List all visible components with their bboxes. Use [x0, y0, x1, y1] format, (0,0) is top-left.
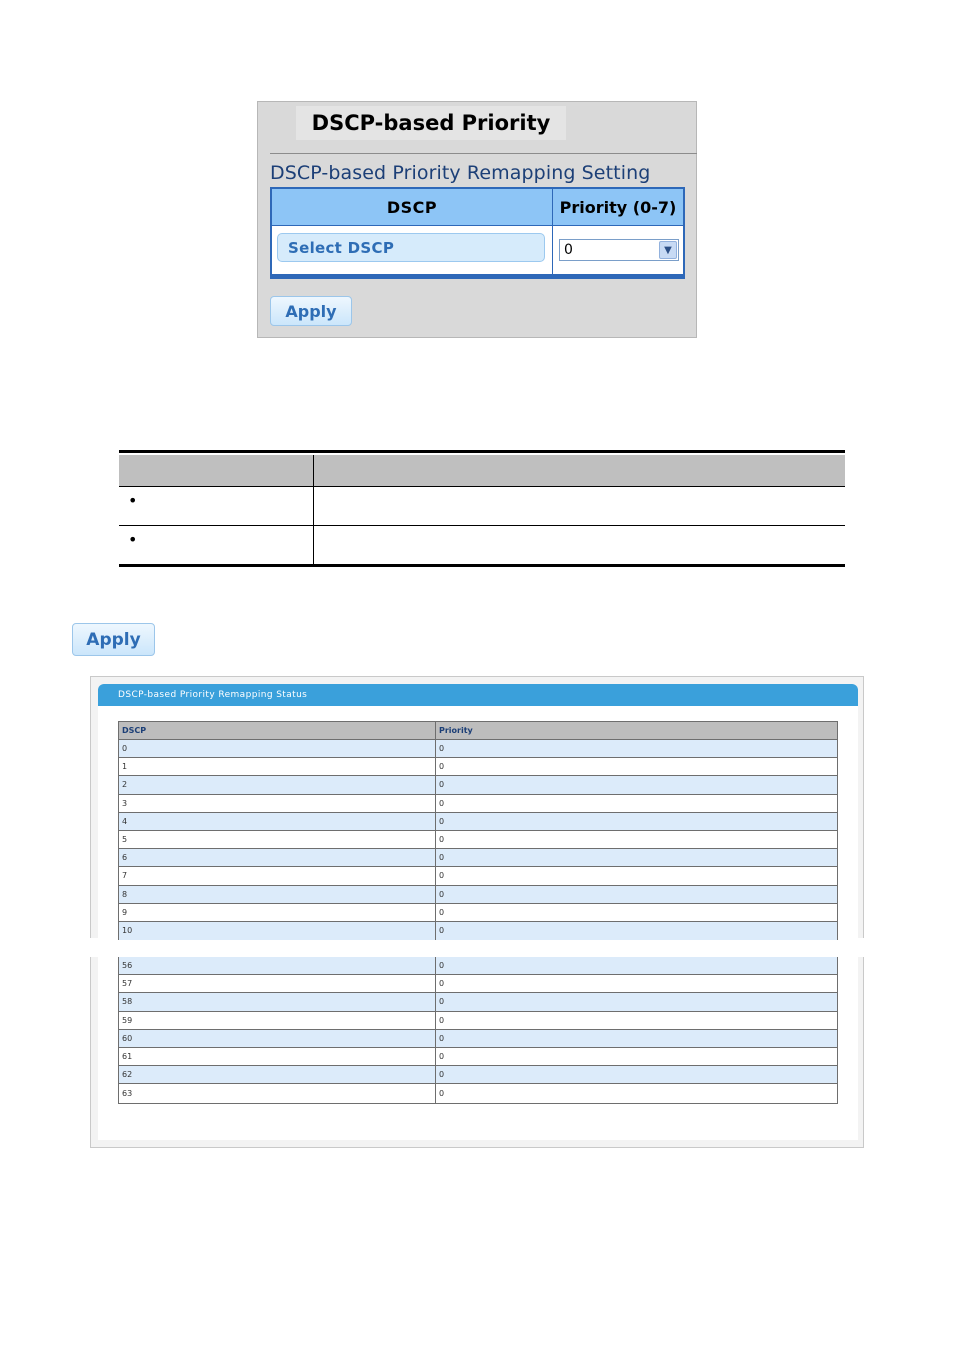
status-panel-title: DSCP-based Priority Remapping Status [98, 684, 858, 706]
status-table-top [118, 721, 838, 940]
dscp-cell: 61 [119, 1048, 436, 1065]
priority-cell: 0 [439, 744, 445, 754]
table-row [119, 1066, 837, 1084]
status-column-dscp: DSCP [119, 722, 436, 739]
status-table-bottom [118, 957, 838, 1104]
table-row [119, 993, 837, 1011]
description-table-divider [313, 455, 314, 564]
dscp-cell: 58 [119, 993, 436, 1010]
table-row [119, 831, 837, 849]
apply-button[interactable]: Apply [270, 296, 352, 326]
priority-cell: 0 [439, 1088, 445, 1098]
priority-cell: 0 [439, 780, 445, 790]
priority-cell: 0 [439, 907, 445, 917]
panel-title: DSCP-based Priority [296, 106, 566, 140]
priority-cell: 0 [439, 926, 445, 936]
table-row [119, 922, 837, 940]
status-panel-inner-bottom [98, 957, 858, 1140]
table-row [119, 1084, 837, 1102]
column-divider [552, 226, 553, 274]
table-row [119, 904, 837, 922]
status-panel-top [90, 676, 864, 938]
priority-cell: 0 [439, 979, 445, 989]
status-column-priority: Priority [439, 726, 473, 735]
dscp-cell: 3 [119, 795, 436, 812]
table-row [119, 867, 837, 885]
table-row [119, 740, 837, 758]
dscp-cell: 4 [119, 813, 436, 830]
priority-cell: 0 [439, 816, 445, 826]
bullet-2: • [128, 530, 138, 549]
remapping-setting-table [270, 187, 685, 279]
priority-cell: 0 [439, 1033, 445, 1043]
priority-cell: 0 [439, 1052, 445, 1062]
description-table-header [119, 455, 845, 487]
dscp-cell: 9 [119, 904, 436, 921]
priority-cell: 0 [439, 997, 445, 1007]
dscp-priority-panel [257, 101, 697, 338]
title-divider [270, 153, 697, 154]
dscp-cell: 56 [119, 957, 436, 974]
dscp-cell: 7 [119, 867, 436, 884]
priority-cell: 0 [439, 1070, 445, 1080]
bullet-1: • [128, 491, 138, 510]
dscp-cell: 60 [119, 1030, 436, 1047]
priority-cell: 0 [439, 889, 445, 899]
status-panel-inner [98, 684, 858, 939]
table-row [119, 957, 837, 975]
select-dscp-button[interactable]: Select DSCP [277, 233, 545, 262]
setting-table-header [272, 189, 683, 226]
dscp-cell: 6 [119, 849, 436, 866]
priority-select-value: 0 [564, 242, 573, 258]
priority-cell: 0 [439, 871, 445, 881]
priority-cell: 0 [439, 1015, 445, 1025]
table-row [119, 975, 837, 993]
table-row [119, 776, 837, 794]
dscp-cell: 1 [119, 758, 436, 775]
table-row [119, 849, 837, 867]
table-row [119, 813, 837, 831]
dscp-cell: 8 [119, 886, 436, 903]
priority-cell: 0 [439, 853, 445, 863]
table-row [119, 1048, 837, 1066]
table-row [119, 1012, 837, 1030]
status-table-header [119, 722, 837, 740]
section-title: DSCP-based Priority Remapping Setting [270, 162, 651, 184]
dscp-cell: 10 [119, 922, 436, 940]
apply-button-standalone[interactable]: Apply [72, 623, 155, 656]
description-table [119, 450, 845, 567]
priority-cell: 0 [439, 798, 445, 808]
chevron-down-icon[interactable]: ▼ [659, 241, 677, 259]
priority-cell: 0 [439, 835, 445, 845]
priority-select[interactable] [559, 239, 679, 261]
dscp-cell: 63 [119, 1084, 436, 1102]
column-header-priority: Priority (0-7) [552, 189, 683, 226]
table-row [119, 758, 837, 776]
table-row [119, 1030, 837, 1048]
status-panel-bottom [90, 957, 864, 1148]
dscp-cell: 5 [119, 831, 436, 848]
dscp-cell: 59 [119, 1012, 436, 1029]
dscp-cell: 0 [119, 740, 436, 757]
dscp-cell: 62 [119, 1066, 436, 1083]
table-row [119, 795, 837, 813]
column-header-dscp: DSCP [386, 198, 438, 217]
priority-cell: 0 [439, 762, 445, 772]
table-row [119, 886, 837, 904]
priority-cell: 0 [439, 961, 445, 971]
dscp-cell: 57 [119, 975, 436, 992]
dscp-cell: 2 [119, 776, 436, 793]
description-row-divider [119, 525, 845, 526]
